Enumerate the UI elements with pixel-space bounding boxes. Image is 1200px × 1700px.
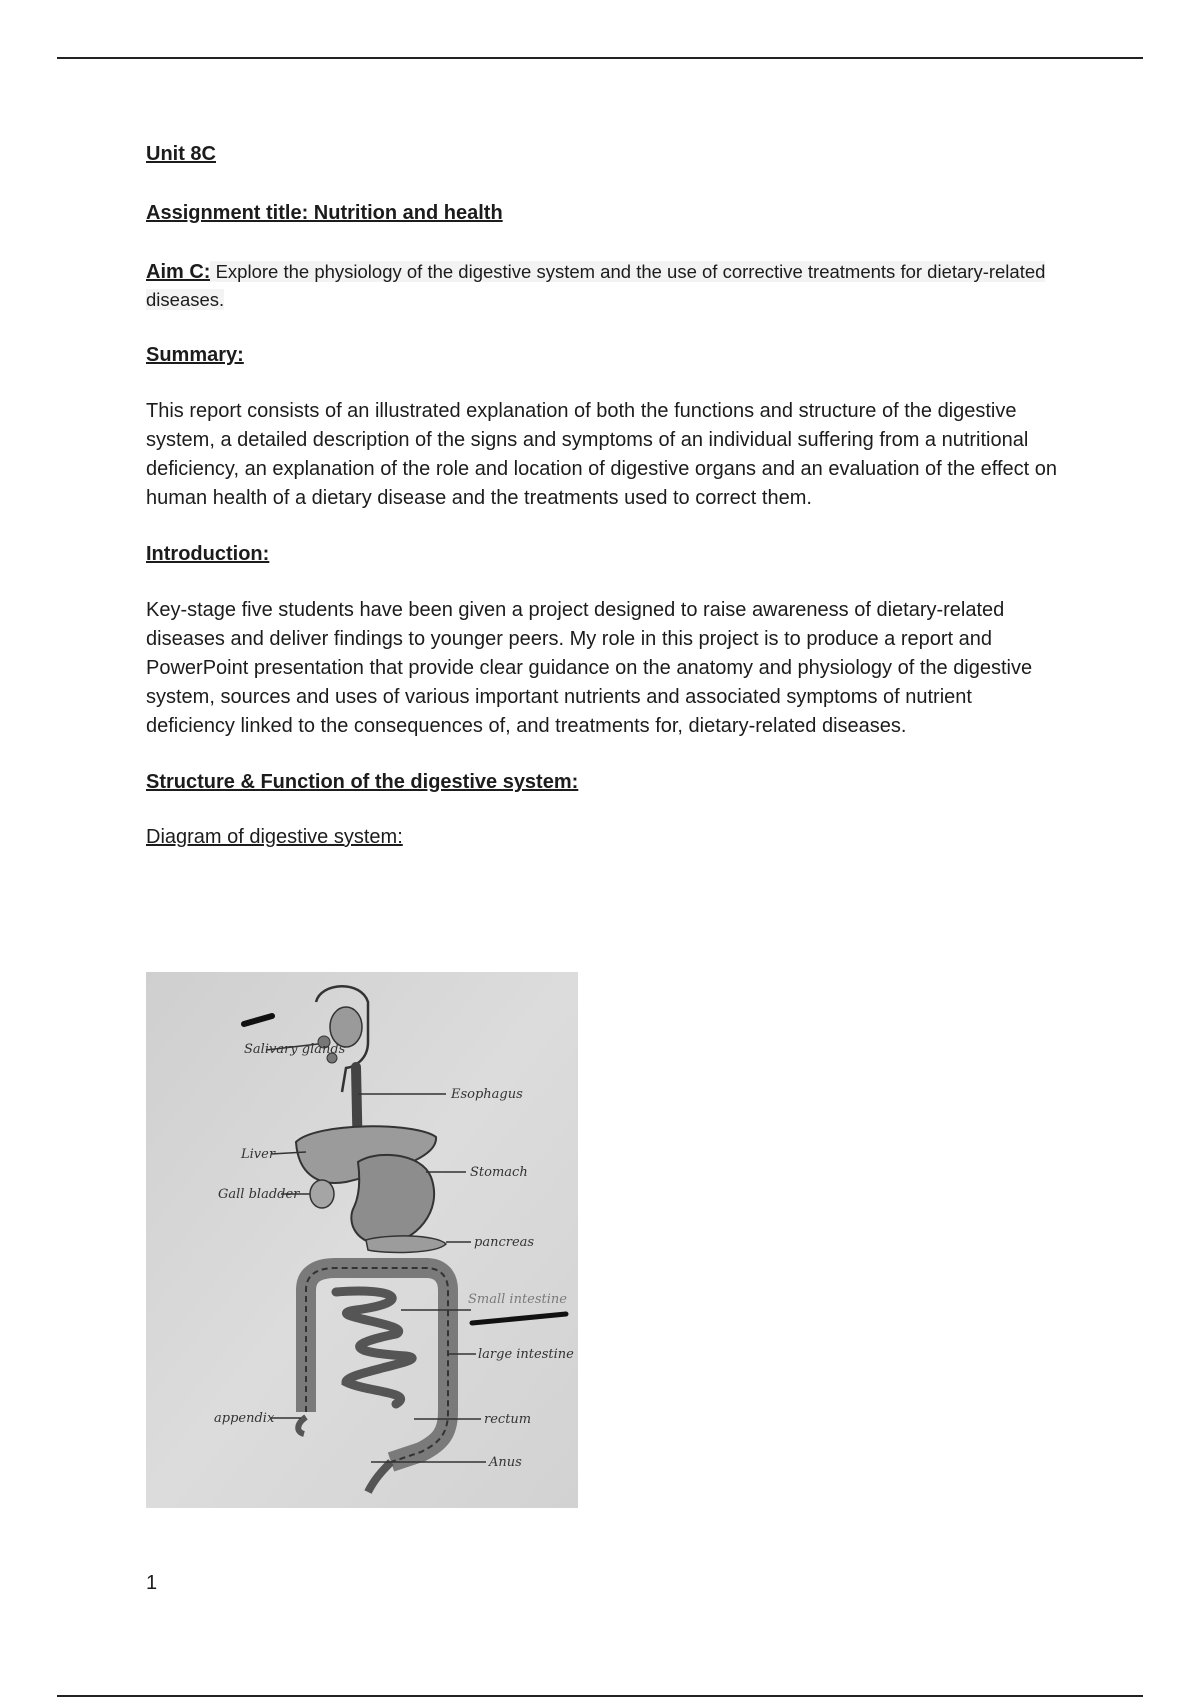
aim-paragraph bbox=[146, 258, 1066, 314]
introduction-heading: Introduction: bbox=[146, 543, 270, 565]
header-rule bbox=[57, 57, 1143, 59]
pancreas-shape bbox=[366, 1236, 446, 1253]
structure-heading: Structure & Function of the digestive system: bbox=[146, 771, 579, 793]
label-rectum: rectum bbox=[484, 1412, 532, 1427]
page-number: 1 bbox=[146, 1572, 158, 1594]
label-large-intestine: large intestine bbox=[478, 1347, 574, 1362]
aim-label: Aim C: bbox=[146, 261, 211, 283]
mouth-cavity bbox=[330, 1007, 362, 1047]
footer-rule bbox=[57, 1695, 1143, 1697]
label-small-intestine: Small intestine bbox=[468, 1292, 567, 1307]
label-anus: Anus bbox=[489, 1455, 522, 1470]
label-salivary: Salivary glands bbox=[244, 1042, 346, 1057]
gall-bladder-shape bbox=[310, 1180, 334, 1208]
diagram-caption: Diagram of digestive system: bbox=[146, 826, 403, 848]
aim-text: Explore the physiology of the digestive system and the use of corrective treatments for dietary-related diseases. bbox=[146, 261, 1046, 310]
label-pancreas: pancreas bbox=[474, 1235, 535, 1250]
introduction-text: Key-stage five students have been given a project designed to raise awareness of dietary-related diseases and deliver findings to younger peers. My role in this project is to produce a report and PowerPoint presentation that provide clear guidance on the anatomy and physiology of the digestive system, sources and uses of various important nutrients and associated symptoms of nutrient deficiency linked to the consequences of, and treatments for, dietary-related diseases. bbox=[146, 599, 1033, 737]
assignment-title: Assignment title: Nutrition and health bbox=[146, 202, 503, 224]
document-body bbox=[146, 143, 1066, 849]
digestive-system-diagram bbox=[146, 972, 578, 1508]
summary-text: This report consists of an illustrated explanation of both the functions and structure of the digestive system, a detailed description of the signs and symptoms of an individual suffering from a nutritional deficiency, an explanation of the role and location of digestive organs and an evaluation of the effect on human health of a dietary disease and the treatments used to correct them. bbox=[146, 400, 1058, 509]
label-stomach: Stomach bbox=[470, 1165, 528, 1180]
unit-heading: Unit 8C bbox=[146, 143, 216, 165]
summary-heading: Summary: bbox=[146, 344, 244, 366]
digestive-system-drawing bbox=[146, 972, 578, 1508]
label-esophagus: Esophagus bbox=[451, 1087, 523, 1102]
label-appendix: appendix bbox=[214, 1411, 275, 1426]
label-liver: Liver bbox=[241, 1147, 276, 1162]
label-gall-bladder: Gall bladder bbox=[218, 1187, 300, 1202]
